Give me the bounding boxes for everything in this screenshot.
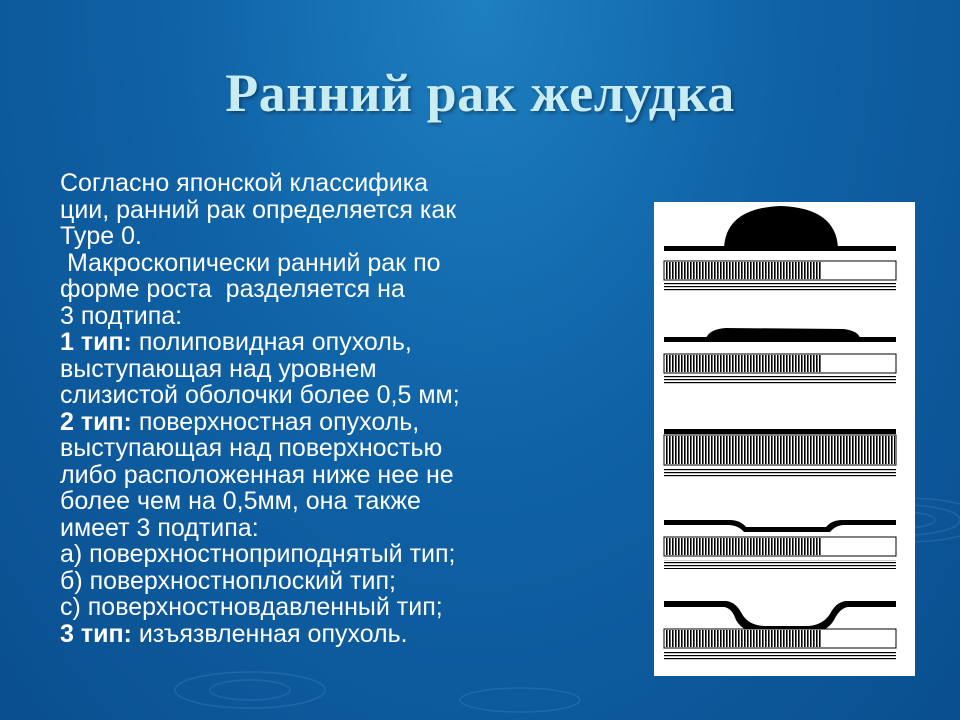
type3-line [60,621,590,648]
text-line: выступающая над уровнем [60,354,377,383]
type2-text: поверхностная опухоль, [138,407,420,436]
text-line: Макроскопически ранний рак по [60,248,441,277]
type1-text: полиповидная опухоль, [138,328,412,356]
text-line: имеет 3 подтипа: [60,513,259,542]
type1-label: 1 тип: [60,328,132,356]
type3-text: изъязвленная опухоль. [138,619,408,648]
text-line: форме роста разделяется на [60,275,405,303]
text-line: выступающая над поверхностью [60,434,443,462]
type2-line [60,409,590,436]
subtype-a-line: а) поверхностноприподнятый тип; [60,540,456,568]
classification-diagram [654,202,915,676]
text-line: либо расположенная ниже нее не [60,460,454,489]
text-line: Type 0. [60,222,142,250]
text-line: ции, ранний рак определяется как [60,195,457,224]
type-2b-flat-illustration [664,429,896,478]
type3-label: 3 тип: [60,619,132,648]
text-line: 3 подтипа: [60,301,183,330]
type-1-polypoid-illustration [664,206,896,292]
type-3-excavated-illustration [664,601,896,661]
slide-body-text [60,170,590,647]
type-2c-depressed-illustration [664,520,896,569]
subtype-b-line: б) поверхностноплоский тип; [60,566,396,595]
slide-title: Ранний рак желудка [225,63,735,123]
type-2a-elevated-illustration [664,328,896,385]
text-line: более чем на 0,5мм, она также [60,487,421,515]
type1-line [60,329,590,356]
subtype-c-line: с) поверхностновдавленный тип; [60,593,443,621]
type2-label: 2 тип: [60,407,132,436]
text-line: слизистой оболочки более 0,5 мм; [60,381,460,409]
text-line: Согласно японской классифика [60,169,429,197]
